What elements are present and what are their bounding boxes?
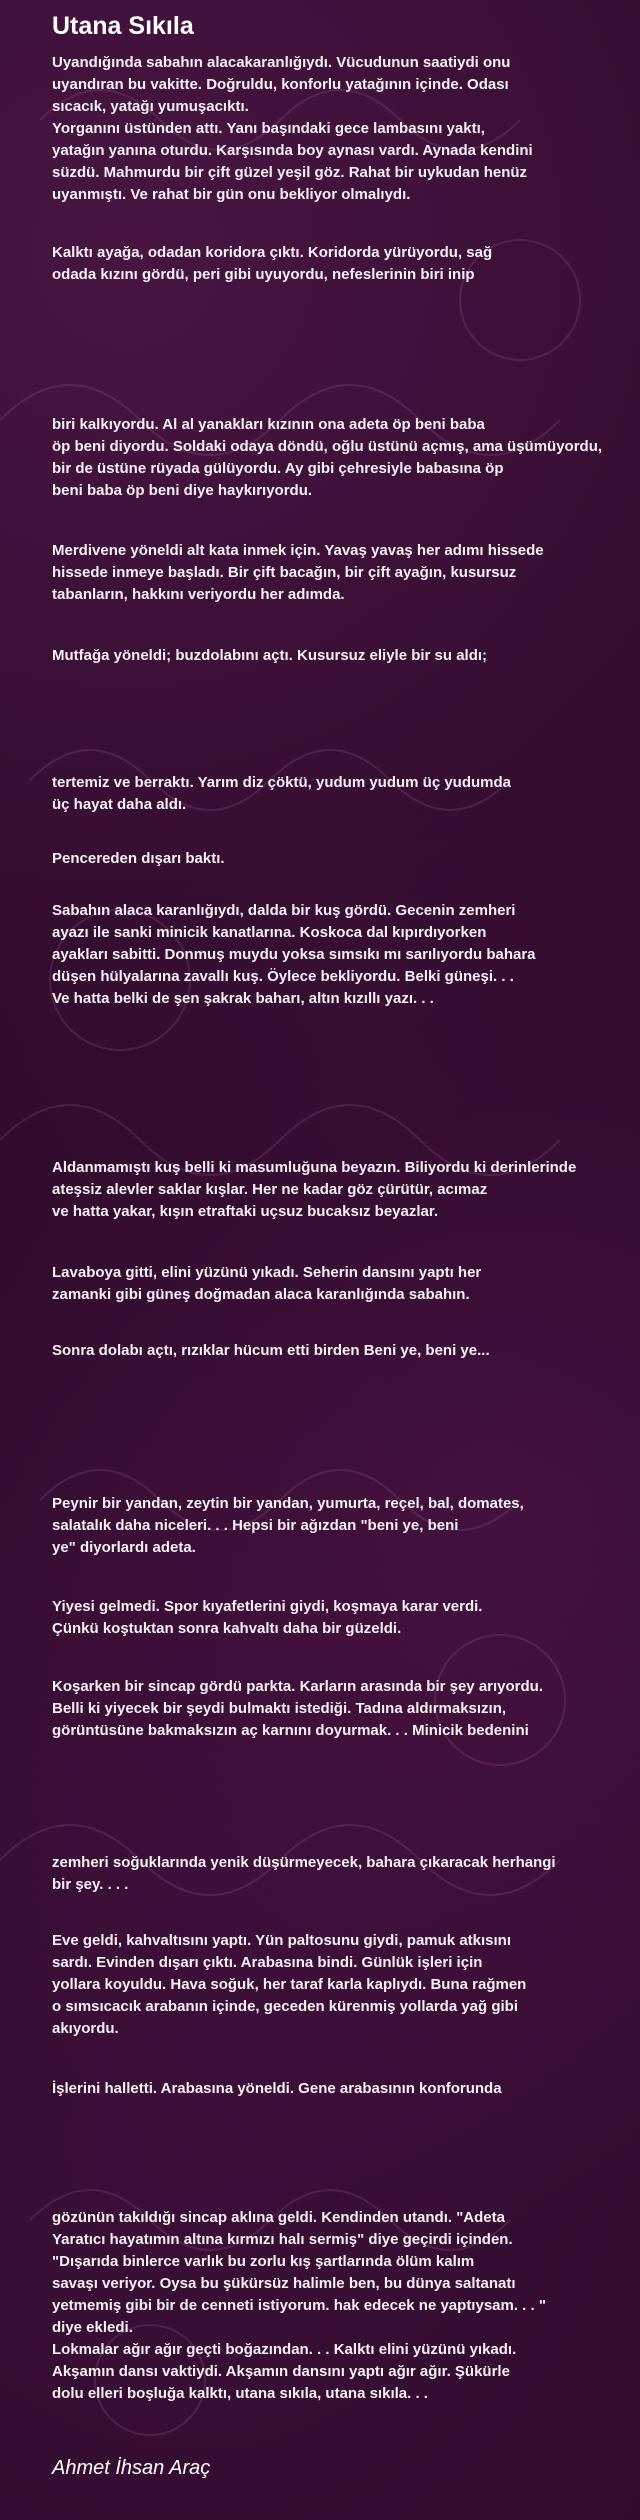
poem-stanza-13: Yiyesi gelmedi. Spor kıyafetlerini giydi, koşmaya karar verdi. Çünkü koştuktan sonra kahvaltı daha bir güzeldi. xyxy=(52,1598,483,1637)
poem-title: Utana Sıkıla xyxy=(52,12,194,40)
poem-stanza-15: zemheri soğuklarında yenik düşürmeyecek, bahara çıkaracak herhangi bir şey. . . . xyxy=(52,1854,556,1893)
poem-stanza-7: Pencereden dışarı baktı. xyxy=(52,850,225,867)
poem-stanza-8: Sabahın alaca karanlığıydı, dalda bir kuş gördü. Gecenin zemheri ayazı ile sanki minicik kanatlarına. Koskoca dal kıpırdıyorken ayakları sabitti. Donmuş muydu yoksa sımsıkı mı sarılıyordu bahara düşen hülyalarına zavallı kuş. Öylece bekliyordu. Belki güneşi. . . Ve hatta belki de şen şakrak baharı, altın kızıllı yazı. . . xyxy=(52,902,536,1007)
poem-stanza-17: İşlerini halletti. Arabasına yöneldi. Gene arabasının konforunda xyxy=(52,2080,502,2097)
poem-stanza-10: Lavaboya gitti, elini yüzünü yıkadı. Seherin dansını yaptı her zamanki gibi güneş doğmadan alaca karanlığında sabahın. xyxy=(52,1264,482,1303)
poem-stanza-6: tertemiz ve berraktı. Yarım diz çöktü, yudum yudum üç yudumda üç hayat daha aldı. xyxy=(52,774,512,813)
poem-stanza-14: Koşarken bir sincap gördü parkta. Karların arasında bir şey arıyordu. Belli ki yiyecek bir şeydi bulmaktı istediği. Tadına aldırmaksızın, görüntüsüne bakmaksızın aç karnını doyurmak. . . Minicik bedenini xyxy=(52,1678,544,1739)
poem-stanza-1: Uyandığında sabahın alacakaranlığıydı. Vücudunun saatiydi onu uyandıran bu vakitte. Doğruldu, konforlu yatağının içinde. Odası sıcacık, yatağı yumuşacıktı. Yorganını üstünden attı. Yanı başındaki gece lambasını yaktı, yatağın yanına oturdu. Karşısında boy aynası vardı. Aynada kendini süzdü. Mahmurdu bir çift güzel yeşil göz. Rahat bir uykudan henüz uyanmıştı. Ve rahat bir gün onu bekliyor olmalıydı. xyxy=(52,54,533,203)
poem-stanza-5: Mutfağa yöneldi; buzdolabını açtı. Kusursuz eliyle bir su aldı; xyxy=(52,647,488,664)
poem-stanza-12: Peynir bir yandan, zeytin bir yandan, yumurta, reçel, bal, domates, salatalık daha niceleri. . . Hepsi bir ağızdan "beni ye, beni ye" diyorlardı adeta. xyxy=(52,1495,524,1556)
poem-stanza-18: gözünün takıldığı sincap aklına geldi. Kendinden utandı. "Adeta Yaratıcı hayatımın altına kırmızı halı sermiş" diye geçirdi içinden. "Dışarıda binlerce varlık bu zorlu kış şartlarında ölüm kalım savaşı veriyor. Oysa bu şükürsüz halimle ben, bu dünya saltanatı yetmemiş gibi bir de cenneti istiyorum. hak edecek ne yaptıysam. . . " diye ekledi. Lokmalar ağır ağır geçti boğazından. . . Kalktı elini yüzünü yıkadı. Akşamın dansı vaktiydi. Akşamın dansını yaptı ağır ağır. Şükürle dolu elleri boşluğa kalktı, utana sıkıla, utana sıkıla. . . xyxy=(52,2209,546,2402)
poem-stanza-4: Merdivene yöneldi alt kata inmek için. Yavaş yavaş her adımı hissede hissede inmeye başladı. Bir çift bacağın, bir çift ayağın, kusursuz tabanların, hakkını veriyordu her adımda. xyxy=(52,542,544,603)
poem-author: Ahmet İhsan Araç xyxy=(52,2457,211,2479)
poem-stanza-9: Aldanmamıştı kuş belli ki masumluğuna beyazın. Biliyordu ki derinlerinde ateşsiz alevler saklar kışlar. Her ne kadar göz çürütür, acımaz ve hatta yakar, kışın etraftaki uçsuz bucaksız beyazlar. xyxy=(52,1159,577,1220)
poem-stanza-2: Kalktı ayağa, odadan koridora çıktı. Koridorda yürüyordu, sağ odada kızını gördü, peri gibi uyuyordu, nefeslerinin biri inip xyxy=(52,244,493,283)
poem-stanza-16: Eve geldi, kahvaltısını yaptı. Yün paltosunu giydi, pamuk atkısını sardı. Evinden dışarı çıktı. Arabasına bindi. Günlük işleri için yollara koyuldu. Hava soğuk, her taraf karla kaplıydı. Buna rağmen o sımsıcacık arabanın içinde, geceden kürenmiş yollarda yağ gibi akıyordu. xyxy=(52,1932,527,2037)
poem-stanza-3: biri kalkıyordu. Al al yanakları kızının ona adeta öp beni baba öp beni diyordu. Soldaki odaya döndü, oğlu üstünü açmış, ama üşümüyordu, bir de üstüne rüyada gülüyordu. Ay gibi çehresiyle babasına öp beni baba öp beni diye haykırıyordu. xyxy=(52,416,603,499)
poem-stanza-11: Sonra dolabı açtı, rızıklar hücum etti birden Beni ye, beni ye... xyxy=(52,1342,490,1359)
